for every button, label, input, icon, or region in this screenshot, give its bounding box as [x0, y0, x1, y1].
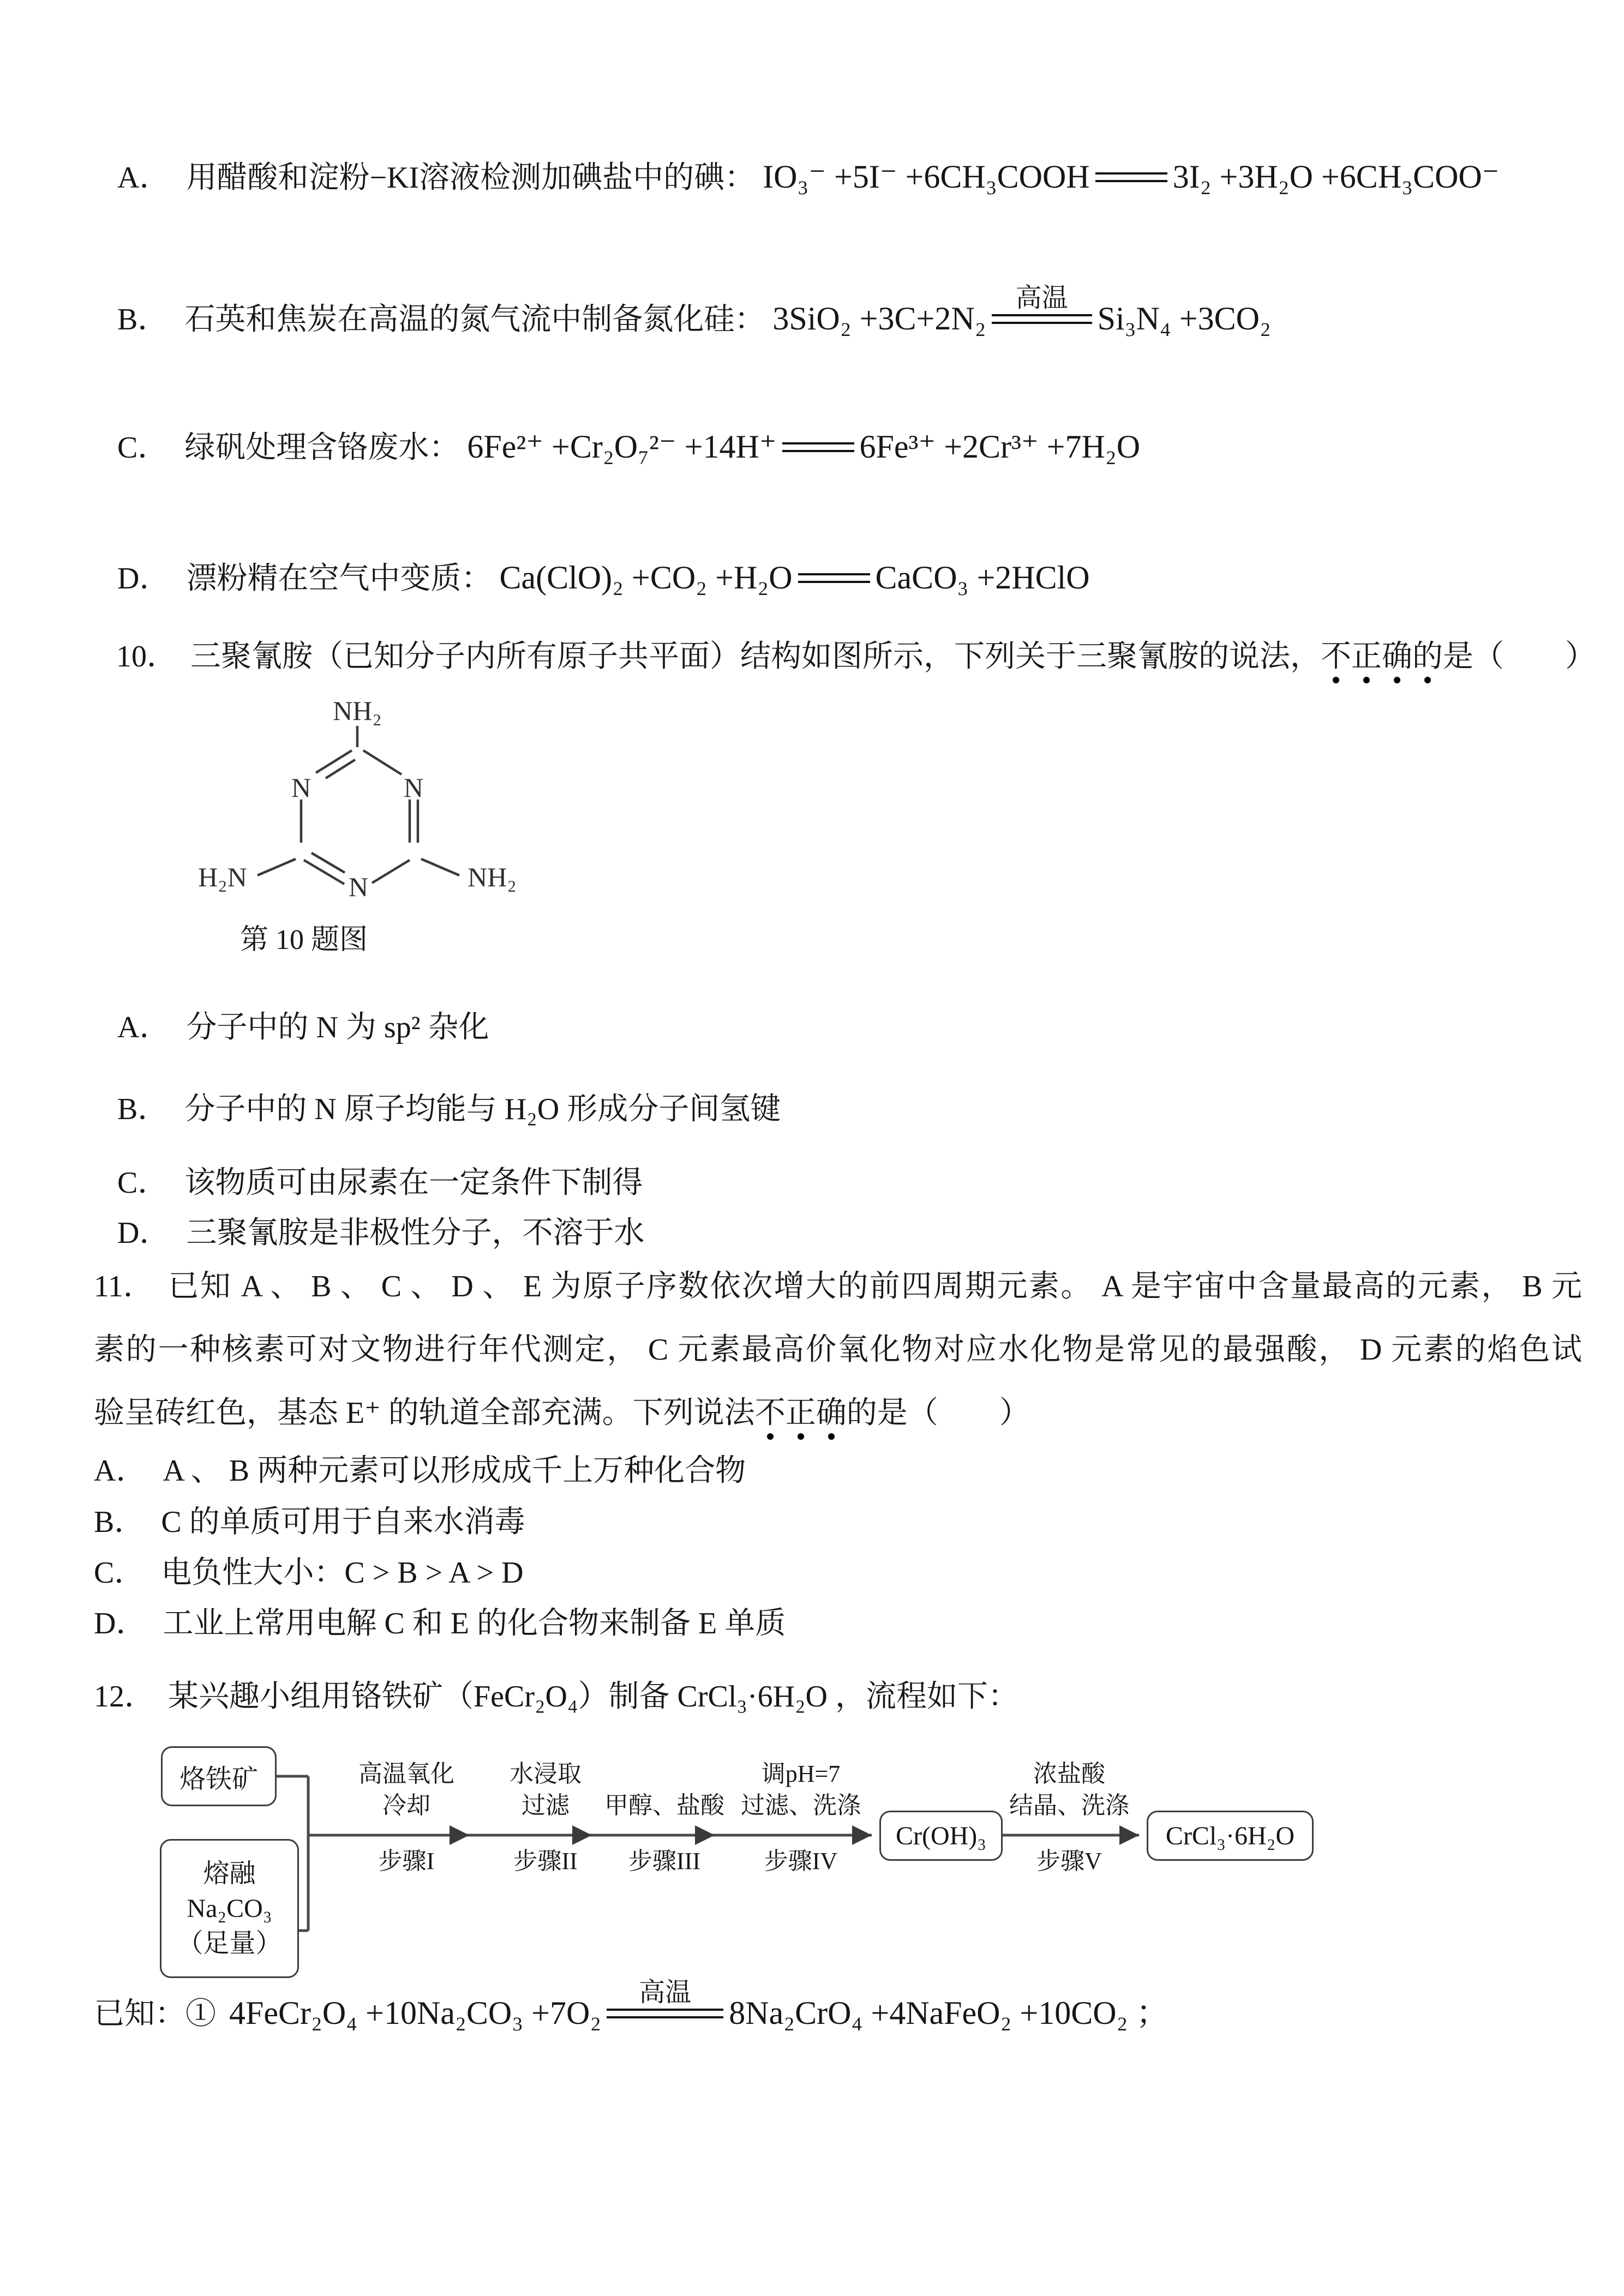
known-prefix: 已知：① [94, 1997, 216, 2031]
amine-right-label: NH₂ [468, 862, 517, 892]
flux-line1: 熔融 [203, 1859, 256, 1888]
option-text: 漂粉精在空气中变质： [186, 562, 492, 596]
step5-reagent-line1: 浓盐酸 [1033, 1760, 1105, 1787]
stem-text: 三聚氰胺（已知分子内所有原子共平面）结构如图所示，下列关于三聚氰胺的说法， [190, 640, 1321, 674]
equation-rhs: Si₃N₄ +3CO₂ [1097, 300, 1271, 336]
flux-line3: （足量） [177, 1928, 282, 1958]
step4-reagent-line1: 调pH=7 [761, 1760, 841, 1787]
q11-stem-line2 [94, 1319, 1582, 1381]
question-number: 11． [94, 1270, 154, 1303]
q9-option-c [117, 425, 1140, 469]
q11-option-a [94, 1450, 746, 1492]
option-label: D． [117, 562, 170, 596]
step5-label: 步骤V [1036, 1848, 1102, 1874]
q10-option-d [117, 1212, 644, 1254]
stem-text: 已知 A 、 B 、 C 、 D 、 E 为原子序数依次增大的前四周期元素。 A 是宇宙中含量最高的元素， B 元 [166, 1270, 1583, 1303]
stem-emphasis: 不正确的 [1321, 640, 1443, 684]
step5-reagent-line2: 结晶、洗涤 [1009, 1792, 1129, 1819]
option-label: B． [117, 1092, 169, 1126]
option-text: 该物质可由尿素在一定条件下制得 [184, 1166, 643, 1200]
step1-reagent-line2: 冷却 [382, 1792, 430, 1819]
option-text: 分子中的 N 为 sp² 杂化 [186, 1011, 489, 1044]
option-label: D． [94, 1607, 147, 1640]
question-number: 12． [94, 1680, 155, 1714]
option-label: B． [117, 303, 169, 336]
option-label: D． [117, 1216, 170, 1250]
step1-reagent-line1: 高温氧化 [358, 1760, 454, 1787]
step2-reagent-line2: 过滤 [522, 1792, 570, 1819]
equation-lhs: IO₃⁻ +5I⁻ +6CH₃COOH [763, 159, 1090, 195]
option-text: 石英和焦炭在高温的氮气流中制备氮化硅： [184, 303, 765, 336]
double-equals [1095, 172, 1167, 182]
ring-nitrogen-label: N [348, 871, 369, 902]
double-equals [992, 284, 1092, 324]
amine-left-label: H₂N [198, 862, 247, 892]
option-text: 电负性大小：C > B > A > D [161, 1556, 524, 1590]
q10-stem [116, 635, 1596, 678]
stem-text: 某兴趣小组用铬铁矿（FeCr₂O₄）制备 CrCl₃·6H₂O ，流程如下： [168, 1680, 1018, 1714]
flux-line2: Na₂CO₃ [187, 1894, 272, 1923]
q9-option-a [117, 155, 1499, 199]
equation-rhs: CaCO₃ +2HClO [875, 560, 1090, 596]
option-label: A． [117, 161, 170, 195]
option-text: 三聚氰胺是非极性分子，不溶于水 [186, 1216, 645, 1250]
triazine-ring-bonds [257, 726, 459, 884]
stem-text: 素的一种核素可对文物进行年代测定， C 元素最高价氧化物对应水化物是常见的最强酸， D 元素的焰色试 [94, 1333, 1582, 1367]
flow-box-ore [161, 1746, 277, 1806]
equation-lhs: 6Fe²⁺ +Cr₂O₇²⁻ +14H⁺ [467, 429, 777, 465]
equation-rhs: 3I₂ +3H₂O +6CH₃COO⁻ [1172, 159, 1500, 195]
q10-option-b [117, 1088, 781, 1131]
amine-top-label: NH₂ [333, 695, 382, 726]
process-flowchart [0, 1734, 1624, 1991]
equation-lhs: 4FeCr₂O₄ +10Na₂CO₃ +7O₂ [229, 1995, 602, 2031]
question-number: 10． [116, 640, 177, 674]
step3-reagent: 甲醇、盐酸 [604, 1792, 724, 1819]
flow-box-flux [160, 1839, 299, 1978]
step3-label: 步骤III [628, 1848, 700, 1874]
option-text: 绿矾处理含铬废水： [184, 431, 460, 465]
equation-lhs: Ca(ClO)₂ +CO₂ +H₂O [499, 560, 793, 596]
q11-stem-line3 [94, 1382, 1030, 1444]
stem-text-tail: 是（ ） [1443, 640, 1596, 674]
croh3-label: Cr(OH)₃ [895, 1821, 987, 1850]
melamine-structure-figure [153, 690, 535, 919]
double-equals [798, 573, 870, 583]
step4-reagent-line2: 过滤、洗涤 [741, 1792, 861, 1819]
option-label: C． [94, 1556, 145, 1590]
q9-option-d [117, 556, 1090, 600]
option-label: A． [117, 1011, 170, 1044]
q9-option-b [117, 284, 1271, 341]
flow-box-croh3 [879, 1811, 1003, 1861]
q10-option-c [117, 1162, 643, 1204]
option-text: 分子中的 N 原子均能与 H₂O 形成分子间氢键 [184, 1092, 781, 1126]
step4-label: 步骤IV [764, 1848, 838, 1874]
ring-nitrogen-label: N [403, 772, 424, 803]
product-label: CrCl₃·6H₂O [1165, 1821, 1295, 1850]
equation-condition: 高温 [1015, 284, 1068, 312]
equation-rhs: 8Na₂CrO₄ +4NaFeO₂ +10CO₂ ； [729, 1995, 1169, 2031]
figure-caption: 第 10 题图 [240, 924, 368, 955]
stem-emphasis: 不正确 [755, 1396, 847, 1441]
q11-option-c [94, 1552, 524, 1594]
flow-box-ore-label: 烙铁矿 [179, 1764, 258, 1794]
option-text: A 、 B 两种元素可以形成成千上万种化合物 [163, 1454, 746, 1488]
option-label: C． [117, 1166, 169, 1200]
step2-reagent-line1: 水浸取 [510, 1760, 582, 1787]
equation-lhs: 3SiO₂ +3C+2N₂ [772, 300, 986, 336]
stem-text-tail: 的是（ ） [846, 1396, 1030, 1430]
equation-condition: 高温 [639, 1978, 692, 2007]
option-label: B． [94, 1505, 145, 1539]
option-text: 用醋酸和淀粉−KI溶液检测加碘盐中的碘： [186, 161, 756, 195]
step2-label: 步骤II [513, 1848, 578, 1874]
double-equals [782, 442, 854, 452]
option-label: C． [117, 431, 169, 465]
option-text: 工业上常用电解 C 和 E 的化合物来制备 E 单质 [163, 1607, 786, 1640]
known-equation [94, 1978, 1169, 2035]
q11-option-b [94, 1501, 525, 1543]
stem-text: 验呈砖红色，基态 E⁺ 的轨道全部充满。下列说法 [94, 1396, 755, 1430]
option-text: C 的单质可用于自来水消毒 [161, 1505, 525, 1539]
q12-stem [94, 1675, 1018, 1718]
double-equals [607, 1978, 723, 2018]
ring-nitrogen-label: N [291, 772, 311, 803]
step1-label: 步骤I [378, 1848, 435, 1874]
equation-rhs: 6Fe³⁺ +2Cr³⁺ +7H₂O [859, 429, 1141, 465]
q10-option-a [117, 1006, 489, 1049]
q11-stem-line1 [94, 1255, 1582, 1318]
q11-option-d [94, 1602, 786, 1645]
flow-box-product [1147, 1811, 1314, 1861]
option-label: A． [94, 1454, 147, 1488]
